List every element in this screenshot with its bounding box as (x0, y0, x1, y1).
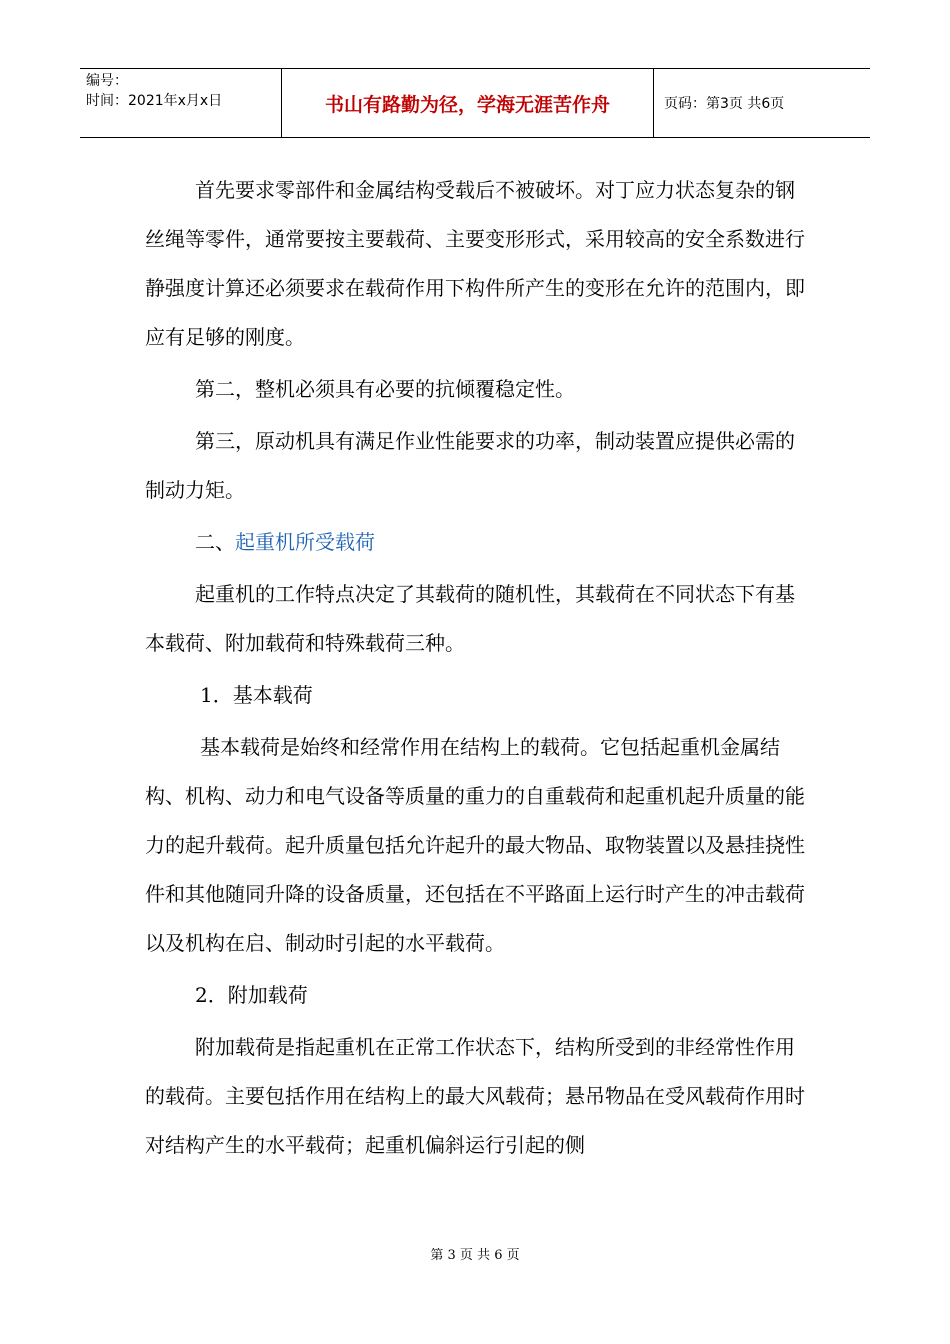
header-motto: 书山有路勤为径，学海无涯苦作舟 (282, 69, 654, 137)
paragraph-second-requirement: 第二，整机必须具有必要的抗倾覆稳定性。 (195, 377, 575, 401)
paragraph-load-overview: 起重机的工作特点决定了其载荷的随机性，其载荷在不同状态下有基本载荷、附加载荷和特殊载荷三种。 (145, 582, 795, 655)
header-meta (80, 69, 282, 137)
page-header (80, 68, 870, 138)
document-body (145, 166, 810, 1170)
paragraph-third-requirement: 第三，原动机具有满足作业性能要求的功率，制动装置应提供必需的制动力矩。 (145, 429, 795, 502)
header-page-indicator: 页码：第3页 共6页 (664, 96, 785, 112)
section-heading-loads (145, 518, 810, 567)
paragraph-additional-load: 附加载荷是指起重机在正常工作状态下，结构所受到的非经常性作用的载荷。主要包括作用在结构上的最大风载荷；悬吊物品在受风载荷作用时对结构产生的水平载荷；起重机偏斜运行引起的侧 (145, 1035, 805, 1157)
document-date-label: 时间：2021年x月x日 (86, 93, 223, 109)
subheading-basic-load: 1．基本载荷 (200, 683, 313, 707)
section-number: 二、 (195, 530, 235, 554)
section-title-link[interactable]: 起重机所受载荷 (235, 530, 375, 554)
paragraph-first-requirement: 首先要求零部件和金属结构受载后不被破坏。对丁应力状态复杂的钢丝绳等零件，通常要按主要载荷、主要变形形式，采用较高的安全系数进行静强度计算还必须要求在载荷作用下构件所产生的变形在允许的范围内，即应有足够的刚度。 (145, 178, 805, 349)
subheading-additional-load: 2．附加载荷 (195, 983, 308, 1007)
document-number-label: 编号： (86, 73, 128, 89)
page-footer: 第 3 页 共 6 页 (430, 1248, 520, 1263)
paragraph-basic-load: 基本载荷是始终和经常作用在结构上的载荷。它包括起重机金属结构、机构、动力和电气设备等质量的重力的自重载荷和起重机起升质量的能力的起升载荷。起升质量包括允许起升的最大物品、取物装置以及悬挂挠性件和其他随同升降的设备质量，还包括在不平路面上运行时产生的冲击载荷以及机构在启、制动时引起的水平载荷。 (145, 735, 805, 955)
